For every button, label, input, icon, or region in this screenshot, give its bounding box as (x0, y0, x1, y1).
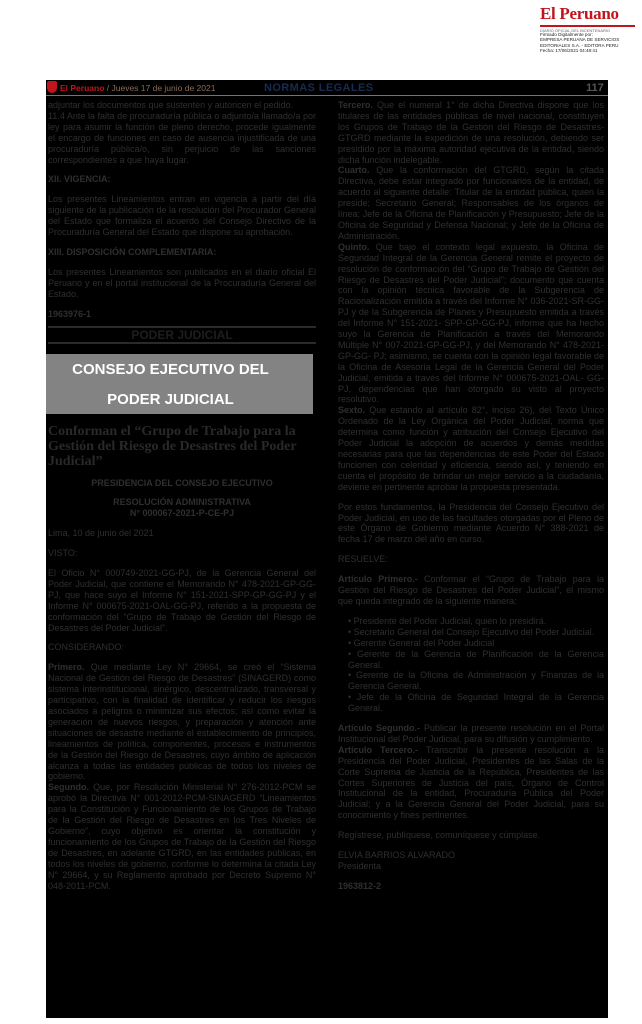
institution-line: PODER JUDICIAL (107, 390, 234, 408)
institution-box (46, 354, 313, 414)
coat-of-arms-icon (47, 81, 57, 93)
newspaper-page (46, 80, 608, 1018)
resolution-type: RESOLUCIÓN ADMINISTRATIVA (113, 497, 251, 508)
article-text: Transcribir la presente resolución a la Presidencia del Poder Judicial, Presidentes de las Salas de la Corte Suprema de Justicia de la República, Presidentes de las Cortes Superiores de Justicia del país, Órgano de Control Institucional de la entidad, Procuraduría Pública del Poder Judicial; y a la Gerencia General del Poder Judicial, para su conocimiento y fines pertinentes. (338, 744, 604, 821)
signatory-title: Presidenta (338, 861, 382, 871)
paragraph (48, 782, 316, 891)
paragraph: Los presentes Lineamientos entran en vigencia a partir del día siguiente de la publicación de la resolución del Procurador General del Estado que formaliza el acuerdo del Consejo Directivo de la Procuraduría General del Estado que dispone su aprobación. (48, 194, 316, 238)
resuelve-heading: RESUELVE: (338, 554, 388, 565)
paragraph: adjuntar los documentos que sustenten y autoricen el pedido. (48, 100, 294, 110)
paragraph (338, 745, 604, 821)
paragraph-label: Primero. (48, 662, 85, 673)
signature-line: EMPRESA PERUANA DE SERVICIOS (540, 37, 620, 43)
list-item: • Gerente de la Oficina de Administración y Finanzas de la Gerencia General. (348, 670, 604, 692)
norm-title: Conforman el “Grupo de Trabajo para la Gestión del Riesgo de Desastres del Poder Judicial” (48, 423, 297, 469)
resolution-date: Lima, 10 de junio del 2021 (48, 528, 154, 539)
logo-underline (540, 25, 635, 27)
signatory-name: ELVIA BARRIOS ALVARADO (338, 850, 456, 861)
paragraph: Los presentes Lineamientos son publicados en el diario oficial El Peruano y en el portal institucional de la Procuraduría General del Estado. (48, 266, 316, 299)
paragraph-text: Que el numeral 1° de dicha Directiva dispone que los titulares de las entidades públicas de nivel nacional, constituyen los Grupos de Trabajo de la Gestión del Riesgo de Desastres-GTGRD mediante la expedición de una resolución, debiendo ser presidido por la máxima autoridad ejecutiva de la entidad, siendo dicha función indelegable. (338, 100, 604, 165)
signature-line: Fecha: 17/06/2021 04:48:41 (540, 48, 598, 54)
section-heading: XIII. DISPOSICIÓN COMPLEMENTARIA: (48, 246, 217, 257)
paragraph-text: Que estando al artículo 82°, inciso 26), del Texto Único Ordenado de la Ley Orgánica del Poder Judicial, norma que determina como función y atribución del Consejo Ejecutivo del Poder Judicial la adopción de acuerdos y demás medidas necesarias para que las dependencias de este Poder del Estado funcionen con celeridad y eficiencia, siendo así, y teniendo en cuenta el propósito de brindar un mejor servicio a la ciudadanía, deviene en pertinente aprobar la propuesta presentada. (338, 405, 604, 492)
paragraph-label: Segundo. (48, 782, 89, 793)
header-section-title: NORMAS LEGALES (264, 82, 374, 94)
institution-line: CONSEJO EJECUTIVO DEL (72, 360, 269, 378)
resolution-number: N° 000067-2021-P-CE-PJ (129, 508, 235, 519)
el-peruano-logo (540, 4, 640, 33)
issuer: PRESIDENCIA DEL CONSEJO EJECUTIVO (91, 477, 273, 488)
paragraph (338, 723, 604, 745)
paragraph-label: Sexto. (338, 405, 366, 416)
paragraph (338, 165, 604, 241)
paragraph-text: Que bajo el contexto legal expuesto, la Oficina de Seguridad Integral de la Gerencia General remite el proyecto de resolución de conformación del “Grupo de Trabajo de Gestión del Riesgo de Desastres del Poder Judicial”; documento que cuenta con la opinión técnica favorable de la Subgerencia de Racionalización emitida a través del Informe N° 036-2021-SR-GG-PJ y de la Subgerencia de Planes y Presupuesto emitida a través del Informe N° 151-2021- SPP-GP-GG-PJ, informe que ha hecho suyo la Gerencia de Planificación a través del Memorando Múltiple N° 007-2021-GP-GG-PJ, y del Memorando N° 478-2021-GP-GG- PJ; asimismo, se cuenta con la opinión legal favorable de la Oficina de Asesoría Legal de la Gerencia General del Poder Judicial, emitida a través del Informe N° 000675-2021-OAL- GG-PJ, dependencias que han otorgado su visto al proyecto resolutivo. (338, 241, 604, 405)
section-heading: XII. VIGENCIA: (48, 174, 111, 185)
article-text: Conformar el “Grupo de Trabajo para la Gestión del Riesgo de Desastres del Poder Judicial”, el mismo que queda integrado de la siguiente manera: (338, 574, 604, 606)
digital-signature (540, 32, 640, 54)
header-divider (46, 95, 608, 96)
paragraph: Por estos fundamentos, la Presidencia del Consejo Ejecutivo del Poder Judicial, en uso de las facultades otorgadas por el Pleno de este Órgano de Gobierno mediante Acuerdo N° 388-2021 de fecha 17 de marzo del año en curso. (338, 501, 604, 545)
paragraph: El Oficio N° 000749-2021-GG-PJ, de la Gerencia General del Poder Judicial, que contiene el Memorando N° 478-2021-GP-GG-PJ, que hace suyo el Informe N° 151-2021-SPP-GP-GG-PJ y el Informe N° 000675-2021-OAL-GG-PJ, referido a la propuesta de conformación del “Grupo de Trabajo de Gestión del Riesgo de Desastres del Poder Judicial”. (48, 568, 316, 633)
list-item: • Gerente de la Gerencia de Planificación de la Gerencia General. (348, 648, 604, 670)
header-brand: El Peruano (60, 83, 105, 93)
list-item: • Jefe de la Oficina de Seguridad Integral de la Gerencia General. (348, 692, 604, 714)
article-label: Artículo Primero.- (338, 574, 418, 585)
considerando-heading: CONSIDERANDO: (48, 642, 125, 653)
left-column (48, 100, 316, 891)
publication-code: 1963976-1 (48, 308, 92, 319)
logo-subtitle: DIARIO OFICIAL DEL BICENTENARIO (540, 28, 611, 33)
article-label: Artículo Tercero.- (338, 744, 418, 755)
list-item: • Secretario General del Consejo Ejecutivo del Poder Judicial. (348, 626, 595, 637)
logo-title: El Peruano (540, 4, 619, 23)
paragraph-text: Que la conformación del GTGRD, según la citada Directiva, debe estar integrado por funcionarios de la entidad, de acuerdo al siguiente detalle: Titular de la entidad pública, quien la preside; Secretario General; Responsables de los órganos de línea; Jefe de la Oficina de Planificación y Presupuesto; Jefe de la Oficina de Seguridad y Defensa Nacional; y Jefe de la Oficina de Administración. (338, 165, 604, 241)
page-number: 117 (586, 82, 604, 94)
visto-heading: VISTO: (48, 548, 78, 559)
paragraph (338, 100, 604, 165)
right-column (338, 100, 604, 892)
list-item: • Presidente del Poder Judicial, quien lo presidirá. (348, 615, 547, 626)
list-item: • Gerente General del Poder Judicial (348, 637, 495, 648)
paragraph-label: Tercero. (338, 100, 373, 110)
paragraph-text: Que, por Resolución Ministerial N° 276-2012-PCM se aprobó la Directiva N° 001-2012-PCM-SINAGERD “Lineamientos para la Constitución y Funcionamiento de los Grupos de Trabajo de la Gestión del Riesgo de Desastres en los Tres Niveles de Gobierno”, cuyo objetivo es orientar la constitución y funcionamiento de los Grupos de Trabajo de la Gestión del Riesgo de Desastres, en adelante GTGRD, en las entidades públicas, en todos los niveles de gobierno, conforme lo determina la citada Ley N° 29664, y su Reglamento aprobado por Decreto Supremo N° 048-2011-PCM. (48, 782, 316, 891)
signature-line: EDITORIALES S.A. - EDITORA PERU (540, 42, 619, 48)
section-band: PODER JUDICIAL (48, 326, 316, 344)
article-label: Artículo Segundo.- (338, 723, 420, 734)
paragraph-label: Quinto. (338, 241, 370, 252)
closing-formula: Regístrese, publíquese, comuníquese y cúmplase. (338, 830, 541, 841)
paragraph-text: Que mediante Ley N° 29664, se creó el “Sistema Nacional de Gestión del Riesgo de Desastres” (SINAGERD) como sistema interinstitucional, sinérgico, descentralizado, transversal y participativo, con la finalidad de identificar y reducir los riesgos asociados a peligros o minimizar sus efectos; así como evitar la generación de nuevos riesgos, y preparación y atención ante situaciones de desastre mediante el establecimiento de principios, lineamientos de política, componentes, procesos e instrumentos de la Gestión del Riesgo de Desastres, cuyo ámbito de aplicación alcanza a todas las entidades públicas de todos los niveles de gobierno. (48, 662, 316, 782)
paragraph: 11.4 Ante la falta de procuraduría pública o adjunto/a llamado/a por ley para asumir la función de pleno derecho, procede igualmente el encargo de funciones en caso de ausencia injustificada de una procuraduría pública/o, sin perjuicio de las sanciones correspondientes a que haya lugar. (48, 110, 316, 165)
signature-line: Firmado Digitalmente por: (540, 32, 593, 37)
article-text: Publicar la presente resolución en el Portal Institucional del Poder Judicial, para su difusión y cumplimiento. (338, 723, 604, 744)
header-brand-date (60, 83, 215, 93)
paragraph-label: Cuarto. (338, 165, 370, 176)
paragraph (48, 662, 316, 782)
paragraph (338, 405, 604, 492)
publication-code: 1963812-2 (338, 880, 382, 891)
paragraph (338, 242, 604, 406)
page-header (46, 80, 608, 96)
paragraph (338, 574, 604, 607)
header-date: / Jueves 17 de junio de 2021 (104, 83, 216, 93)
